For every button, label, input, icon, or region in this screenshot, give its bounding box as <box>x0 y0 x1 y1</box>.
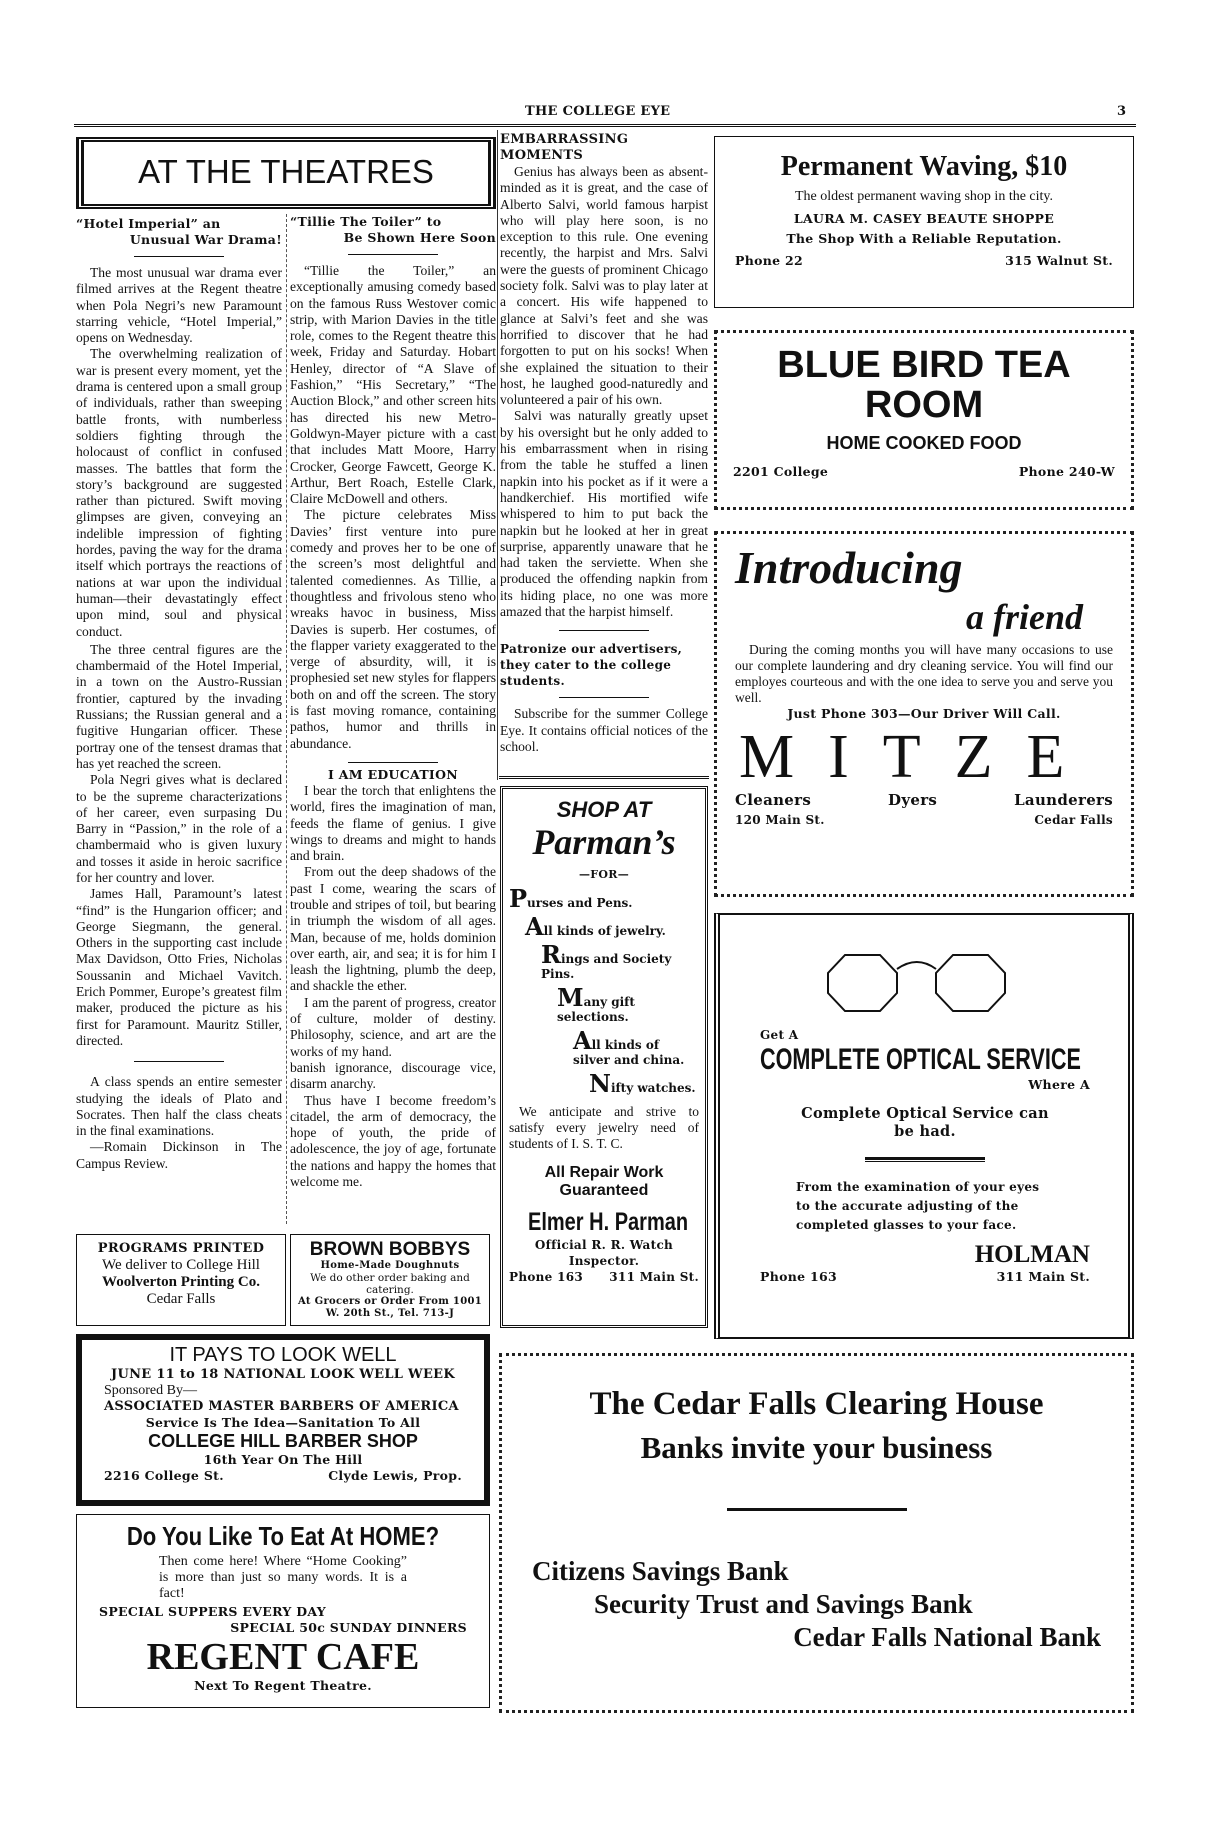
ad-line: SPECIAL 50c SUNDAY DINNERS <box>230 1620 467 1635</box>
item-line <box>509 884 699 913</box>
article-tillie <box>290 214 496 1190</box>
company-name: HOLMAN <box>974 1241 1090 1268</box>
ad-title: PROGRAMS PRINTED <box>97 1241 265 1256</box>
masthead-rule <box>74 124 1136 127</box>
phone: Phone 163 <box>760 1269 838 1284</box>
headline: EMBARRASSING MOMENTS <box>500 132 629 163</box>
filler-attribution: —Romain Dickinson in The Campus Review. <box>76 1139 282 1171</box>
drop-cap: R <box>541 940 561 969</box>
ad-parman <box>500 786 708 1328</box>
article-embarrassing-moments <box>500 132 708 755</box>
ad-body: Then come here! Where “Home Cooking” is more than just so many words. It is a fact! <box>159 1554 407 1601</box>
item-text: ifty watches. <box>610 1081 696 1095</box>
page-number: 3 <box>1117 104 1127 119</box>
item-text: ll kinds of jewelry. <box>543 924 666 938</box>
ad-holman-optical <box>714 913 1134 1339</box>
divider <box>727 1508 907 1511</box>
address: 311 Main St. <box>609 1270 699 1284</box>
headline: “Tillie The Toiler” to <box>290 214 442 229</box>
address: 2216 College St. <box>104 1468 224 1483</box>
divider <box>559 630 649 631</box>
ad-title: Introducing <box>735 542 963 593</box>
ad-line: Woolverton Printing Co. <box>102 1274 260 1290</box>
ad-line: Complete Optical Service can be had. <box>801 1105 1049 1140</box>
paragraph: Pola Negri gives what is declared to be the supreme characterizations of her career, even surpasing Du Barry in “Passion,” in the role of a chambermaid who is given luxury and tosses it aside in heroic sacrifice for her country and lover. <box>76 772 282 885</box>
filler-paragraph: A class spends an entire semester studying the ideals of Plato and Socrates. Then half the class cheats in the final examinations. <box>76 1074 282 1139</box>
item-text: ings and Society Pins. <box>541 952 672 981</box>
ad-title: BROWN BOBBYS <box>309 1239 471 1260</box>
ad-line: Sponsored By— <box>104 1383 197 1398</box>
item-line <box>541 940 699 982</box>
theatres-title: AT THE THEATRES <box>138 153 434 190</box>
ad-permanent-waving <box>714 136 1134 308</box>
divider <box>134 1061 224 1062</box>
ad-line: SPECIAL SUPPERS EVERY DAY <box>99 1604 326 1619</box>
headline: “Hotel Imperial” an <box>76 216 221 231</box>
education-title: I AM EDUCATION <box>328 766 458 782</box>
cafe-name: REGENT CAFE <box>146 1636 420 1678</box>
ad-title: a friend <box>966 597 1083 637</box>
paragraph: James Hall, Paramount’s latest “find” is the Hungarion officer; and George Siegmann, the general. Others in the supporting cast include Max Davidson, Otto Fries, Nicholas Soussanin and Michael Vavitch. Erich Pommer, Europe’s greatest film maker, produced the picture as his first for Paramount. Mauritz Stiller, directed. <box>76 886 282 1048</box>
item-line <box>573 1026 699 1068</box>
ad-title: Permanent Waving, $10 <box>780 151 1068 182</box>
item-line <box>525 912 699 941</box>
item-list <box>509 884 699 1098</box>
paragraph: From out the deep shadows of the past I come, wearing the scars of trouble and stripes of toil, but bearing in triumph the wisdom of all ages. Man, because of me, holds dominion over earth, air, and sea; it is for him I leash the lightning, plumb the deep, and shackle the ether. <box>290 864 496 994</box>
patronize-note: Patronize our advertisers, they cater to the college students. <box>500 642 683 689</box>
ad-line: All Repair Work Guaranteed <box>544 1164 664 1199</box>
ad-line: ASSOCIATED MASTER BARBERS OF AMERICA <box>104 1399 459 1414</box>
article-hotel-imperial <box>76 216 282 1172</box>
ad-line: HOME COOKED FOOD <box>826 433 1022 453</box>
ad-line: At Grocers or Order From 1001 W. 20th St., Tel. 713-J <box>298 1296 482 1319</box>
service: Dyers <box>888 791 938 809</box>
paragraph: The most unusual war drama ever filmed arrives at the Regent theatre when Pola Negri’s new Paramount starring vehicle, “Hotel Imperial,” opens on Wednesday. <box>76 265 282 346</box>
paragraph: Salvi was naturally greatly upset by his oversight but he only added to his embarrassment when in rising from the table he stuffed a linen napkin into his pocket as if it were a handkerchief. His mortified wife whispered to him to put back the napkin but he looked at her in great surprise, apparently unaware that he had taken the serviette. When she produced the offending napkin from its hiding place, no one was more amazed that the harpist himself. <box>500 408 708 620</box>
ad-regent-cafe <box>76 1514 490 1708</box>
paragraph: I bear the torch that enlightens the world, fires the imagination of man, feeds the flame of genius. I give wings to dreams and might to hands and brain. <box>290 782 496 864</box>
company-name: MITZE <box>739 723 1099 791</box>
ad-title: The Cedar Falls Clearing House <box>589 1386 1044 1422</box>
bank-name: Citizens Savings Bank <box>532 1556 789 1586</box>
bank-name: Cedar Falls National Bank <box>793 1622 1101 1652</box>
ad-line: We do other order baking and catering. <box>310 1272 470 1296</box>
column-divider <box>286 214 287 1224</box>
ad-line: Where A <box>1028 1077 1090 1092</box>
ad-line: Get A <box>760 1028 799 1042</box>
ad-line: Just Phone 303—Our Driver Will Call. <box>787 706 1061 721</box>
paragraph: banish ignorance, discourage vice, disarm anarchy. <box>290 1059 496 1092</box>
ad-line: Next To Regent Theatre. <box>194 1678 372 1693</box>
item-line <box>557 983 699 1025</box>
rule <box>499 776 709 779</box>
address: 311 Main St. <box>996 1269 1090 1284</box>
paragraph: The picture celebrates Miss Davies’ first venture into pure comedy and proves her to be one of the screen’s most delightful and talented comediennes. As Tillie, a thoughtless and frivolous steno who wreaks havoc in business, Miss Davies is superb. Her costumes, of the flapper variety exaggerated to the verge of absurdity, will, it is prophesied set new styles for flappers both on and off the screen. The story is fast moving romance, containing pathos, humor and thrills in abundance. <box>290 507 496 751</box>
item-text: ll kinds of silver and china. <box>573 1038 685 1067</box>
shop-name: LAURA M. CASEY BEAUTE SHOPPE <box>793 211 1055 226</box>
ad-line: We deliver to College Hill <box>102 1257 260 1273</box>
ad-title: Do You Like To Eat At HOME? <box>126 1521 440 1551</box>
paragraph: The overwhelming realization of war is present every moment, yet the drama is centered upon a small group of individuals, rather than sweeping battle fronts, with numberless soldiers fighting through the holocaust of conflict in confused masses. The battles that form the story’s background are suggested rather than pictured. Swift moving glimpses are given, conveying an indelible impression of fighting hordes, paving the way for the drama itself which portrays the reactions of nations at war upon the individual human—their devastatingly effect upon mind, soul and physical conduct. <box>76 346 282 639</box>
phone: Phone 163 <box>509 1270 584 1284</box>
phone: Phone 240-W <box>1018 464 1115 479</box>
proprietor: Clyde Lewis, Prop. <box>328 1468 462 1483</box>
newspaper-title: THE COLLEGE EYE <box>525 104 671 119</box>
address: 315 Walnut St. <box>1005 253 1113 268</box>
ad-line: SHOP AT <box>556 797 652 822</box>
divider <box>348 254 438 255</box>
phone: Phone 22 <box>735 253 804 268</box>
item-text: urses and Pens. <box>527 896 633 910</box>
column-divider <box>497 130 498 780</box>
bank-name: Security Trust and Savings Bank <box>594 1589 973 1619</box>
ad-line: JUNE 11 to 18 NATIONAL LOOK WELL WEEK <box>111 1367 455 1382</box>
paragraph: Thus have I become freedom’s citadel, the arm of democracy, the hope of youth, the pride of adolescence, the joy of age, fortunate the nations and happy the homes that welcome me. <box>290 1092 496 1190</box>
ad-line: The oldest permanent waving shop in the city. <box>794 189 1054 204</box>
store-name: Parman’s <box>532 822 676 862</box>
ad-body: We anticipate and strive to satisfy every jewelry need of students of I. S. T. C. <box>509 1104 699 1151</box>
paragraph: Genius has always been as absent-minded as it is great, and the case of Alberto Salvi, world famous harpist who will play here soon, is no exception to this rule. One evening recently, the harpist and Mrs. Salvi were the guests of prominent Chicago society folk. Salvi was to play later at a concert. His wife happened to glance at Salvi’s feet and she was horrified to discover that he had forgotten to put on his socks! When she explained the situation to their host, he laughed good-naturedly and volunteered a pair of his own. <box>500 164 708 408</box>
ad-line: Official R. R. Watch Inspector. <box>534 1238 674 1268</box>
divider <box>559 697 649 698</box>
ad-title: BLUE BIRD TEA ROOM <box>777 344 1071 426</box>
item-line <box>589 1069 699 1098</box>
subscribe-note: Subscribe for the summer College Eye. It contains official notices of the school. <box>500 706 708 754</box>
theatres-banner <box>76 137 496 209</box>
subheadline: Be Shown Here Soon <box>343 230 496 245</box>
ad-mitze <box>714 531 1134 897</box>
ad-blue-bird-tea-room <box>714 330 1134 510</box>
ad-line: 16th Year On The Hill <box>203 1452 363 1467</box>
owner-name: Elmer H. Parman <box>528 1208 689 1236</box>
address: 120 Main St. <box>735 813 825 827</box>
subheadline: Unusual War Drama! <box>129 232 282 247</box>
ad-clearing-house-banks <box>499 1353 1134 1713</box>
drop-cap: A <box>573 1026 592 1055</box>
paragraph: The three central figures are the chambermaid of the Hotel Imperial, in a town on the Austro-Russian frontier, captured by the invading Russians; the Russian general and a fugitive Hungarian officer. These portray one of the tensest dramas that has yet reached the screen. <box>76 641 282 771</box>
divider <box>348 762 438 763</box>
ad-line: The Shop With a Reliable Reputation. <box>786 231 1062 246</box>
ad-title: Banks invite your business <box>640 1430 993 1465</box>
divider <box>134 256 224 257</box>
ad-body: During the coming months you will have many occasions to use our complete laundering and dry cleaning service. You will find our employes courteous and with the one idea to serve you and serve you well. <box>735 642 1113 705</box>
divider <box>865 1157 985 1162</box>
ad-body: From the examination of your eyes to the accurate adjusting of the completed glasses to your face. <box>796 1180 1040 1232</box>
city: Cedar Falls <box>1034 813 1113 827</box>
drop-cap: A <box>525 912 544 941</box>
ad-line: Cedar Falls <box>146 1291 216 1307</box>
service: Cleaners <box>735 791 812 809</box>
ad-brown-bobbys <box>290 1234 490 1326</box>
drop-cap: M <box>557 983 584 1012</box>
ad-barber-shop <box>76 1334 490 1506</box>
eyeglasses-icon <box>825 947 1025 1017</box>
ad-line: —FOR— <box>578 868 630 881</box>
drop-cap: P <box>509 884 528 913</box>
paragraph: I am the parent of progress, creator of culture, molder of destiny. Philosophy, science, and art are the works of my hand. <box>290 994 496 1059</box>
ad-title: IT PAYS TO LOOK WELL <box>169 1344 397 1366</box>
paragraph: “Tillie the Toiler,” an exceptionally amusing comedy based on the famous Russ Westover comic strip, with Marion Davies in the title role, comes to the Regent theatre this week, Friday and Saturday. Hobart Henley, director of “A Slave of Fashion,” “His Secretary,” “The Auction Block,” and other screen hits has directed his new Metro-Goldwyn-Mayer picture with a cast that includes Matt Moore, Harry Crocker, George Fawcett, George K. Arthur, Bert Roach, Estelle Clark, Claire McDowell and others. <box>290 263 496 507</box>
service: Launderers <box>1014 791 1113 809</box>
ad-line: Service Is The Idea—Sanitation To All <box>145 1415 421 1430</box>
ad-title: COMPLETE OPTICAL SERVICE <box>760 1043 1081 1076</box>
drop-cap: N <box>589 1069 611 1098</box>
item-text: any gift selections. <box>557 995 635 1024</box>
shop-name: COLLEGE HILL BARBER SHOP <box>148 1431 418 1451</box>
address: 2201 College <box>733 464 829 479</box>
ad-programs-printed <box>76 1234 286 1326</box>
ad-line: Home-Made Doughnuts <box>320 1260 460 1271</box>
